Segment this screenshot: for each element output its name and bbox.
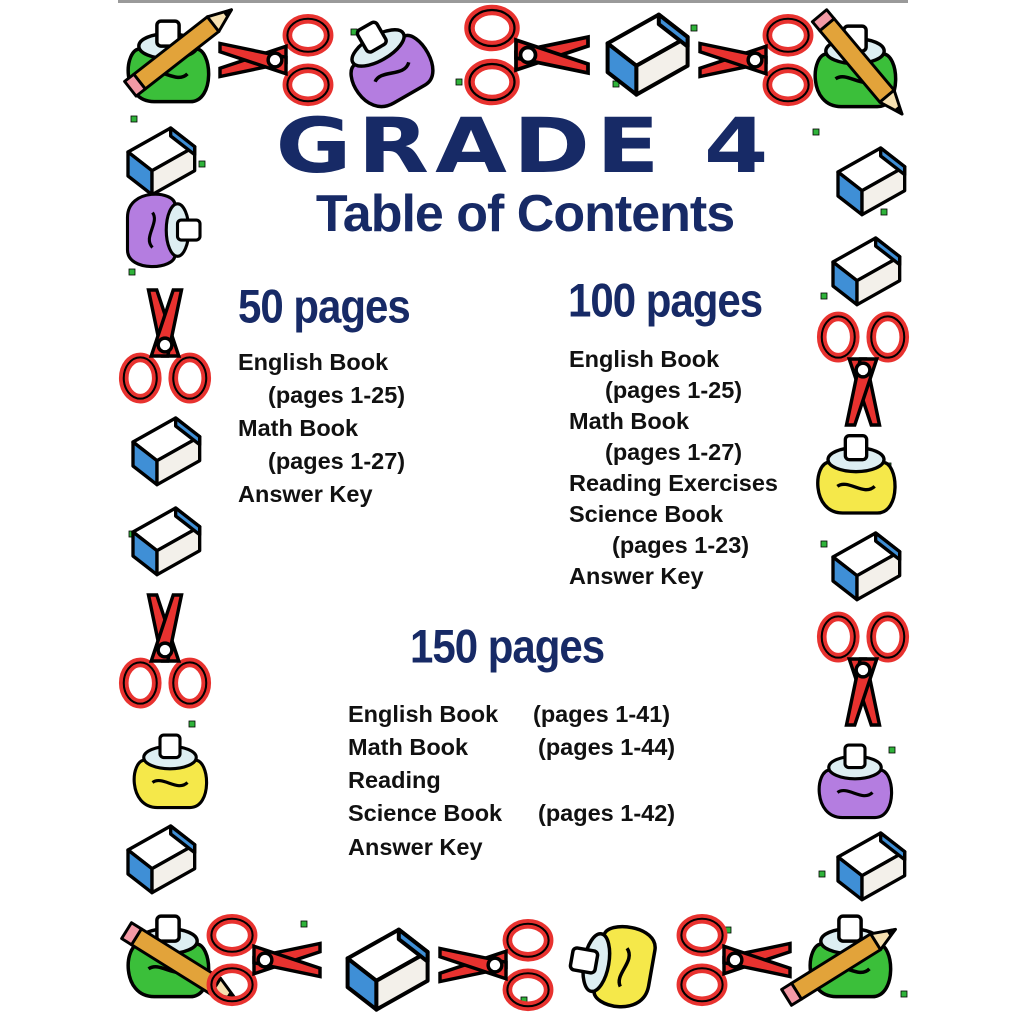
toc-entry-science-book: Science Book (569, 501, 724, 527)
toc-entry-math-book: Math Book (569, 408, 690, 434)
toc-entry-page-range: (pages 1-27) (605, 439, 743, 465)
page-title: GRADE 4 (275, 101, 775, 190)
scissors-icon (220, 19, 329, 102)
toc-entry-english-book: English Book (238, 349, 389, 375)
eraser-icon (348, 930, 428, 1010)
toc-entry-math-book: Math Book (348, 734, 469, 760)
scissors-icon (822, 316, 905, 425)
toc-entry-math-book: Math Book (238, 415, 359, 441)
glue-bottle-icon (819, 745, 891, 818)
scissors-icon (470, 10, 589, 100)
scissors-icon (681, 919, 790, 1002)
toc-entry-answer-key: Answer Key (348, 834, 483, 860)
eraser-icon (133, 418, 200, 485)
toc-entry-page-range: (pages 1-42) (538, 800, 676, 826)
toc-entry-answer-key: Answer Key (238, 481, 373, 507)
toc-entry-page-range: (pages 1-44) (538, 734, 676, 760)
section-heading-150-pages: 150 pages (410, 620, 605, 673)
scissors-icon (124, 290, 207, 399)
glue-bottle-icon (134, 735, 206, 808)
scissors-icon (822, 616, 905, 725)
glue-bottle-icon (331, 6, 441, 116)
toc-entry-answer-key: Answer Key (569, 563, 704, 589)
section-heading-50-pages: 50 pages (238, 280, 410, 333)
toc-entry-page-range: (pages 1-41) (533, 701, 671, 727)
eraser-icon (833, 238, 900, 305)
scissors-icon (124, 595, 207, 704)
toc-entry-page-range: (pages 1-25) (605, 377, 743, 403)
scissors-icon (700, 19, 809, 102)
eraser-icon (833, 533, 900, 600)
eraser-icon (133, 508, 200, 575)
eraser-icon (128, 826, 195, 893)
toc-entry-science-book: Science Book (348, 800, 503, 826)
toc-entry-english-book: English Book (569, 346, 720, 372)
section-heading-100-pages: 100 pages (568, 274, 763, 327)
eraser-icon (838, 833, 905, 900)
page-subtitle: Table of Contents (315, 185, 735, 243)
toc-entry-page-range: (pages 1-25) (268, 382, 406, 408)
glue-bottle-icon (565, 918, 658, 1011)
glue-bottle-icon (818, 436, 895, 513)
scissors-icon (440, 924, 549, 1007)
toc-entry-page-range: (pages 1-27) (268, 448, 406, 474)
eraser-icon (608, 15, 688, 95)
toc-entry-english-book: English Book (348, 701, 499, 727)
toc-entry-page-range: (pages 1-23) (612, 532, 750, 558)
toc-entry-reading-exercises: Reading Exercises (569, 470, 778, 496)
toc-entry-reading: Reading (348, 767, 441, 793)
